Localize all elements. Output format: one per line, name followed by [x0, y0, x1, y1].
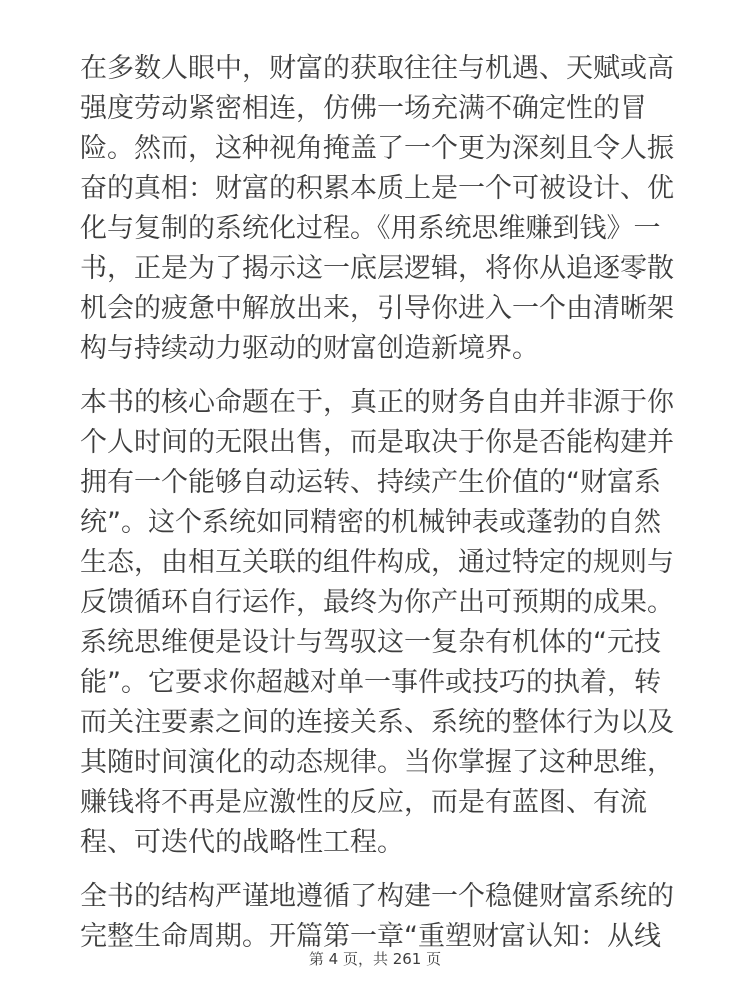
text-line: 全书的结构严谨地遵循了构建一个稳健财富系统的: [80, 881, 674, 912]
text-line: 化与复制的系统化过程。《用系统思维赚到钱》一: [80, 213, 661, 244]
text-line: 其随时间演化的动态规律。当你掌握了这种思维，: [80, 747, 674, 778]
text-line: 本书的核心命题在于，真正的财务自由并非源于你: [80, 387, 674, 418]
paragraph-2: [80, 383, 680, 863]
text-line: 强度劳动紧密相连，仿佛一场充满不确定性的冒: [80, 93, 647, 124]
text-line: 险。然而，这种视角掩盖了一个更为深刻且令人振: [80, 133, 674, 164]
text-line: 反馈循环自行运作，最终为你产出可预期的成果。: [80, 587, 674, 618]
text-line: 统”。这个系统如同精密的机械钟表或蓬勃的自然: [80, 507, 661, 538]
text-line: 系统思维便是设计与驾驭这一复杂有机体的“元技: [80, 627, 661, 658]
text-line: 在多数人眼中，财富的获取往往与机遇、天赋或高: [80, 53, 674, 84]
text-line: 而关注要素之间的连接关系、系统的整体行为以及: [80, 707, 674, 738]
text-line: 能”。它要求你超越对单一事件或技巧的执着，转: [80, 667, 661, 698]
text-line: 拥有一个能够自动运转、持续产生价值的“财富系: [80, 467, 661, 498]
paragraph-3: [80, 877, 680, 957]
text-line: 构与持续动力驱动的财富创造新境界。: [80, 333, 539, 364]
paragraph-1: [80, 49, 680, 369]
page-footer: [0, 948, 750, 970]
text-line: 奋的真相：财富的积累本质上是一个可被设计、优: [80, 173, 674, 204]
text-line: 程、可迭代的战略性工程。: [80, 827, 404, 858]
text-line: 赚钱将不再是应激性的反应，而是有蓝图、有流: [80, 787, 647, 818]
text-line: 机会的疲惫中解放出来，引导你进入一个由清晰架: [80, 293, 674, 324]
text-line: 书，正是为了揭示这一底层逻辑，将你从追逐零散: [80, 253, 674, 284]
text-line: 个人时间的无限出售，而是取决于你是否能构建并: [80, 427, 674, 458]
page-number-indicator: 第 4 页，共 261 页: [308, 950, 442, 968]
text-line: 完整生命周期。开篇第一章“重塑财富认知：从线: [80, 921, 661, 952]
document-body-text: [80, 49, 680, 971]
text-line: 生态，由相互关联的组件构成，通过特定的规则与: [80, 547, 674, 578]
